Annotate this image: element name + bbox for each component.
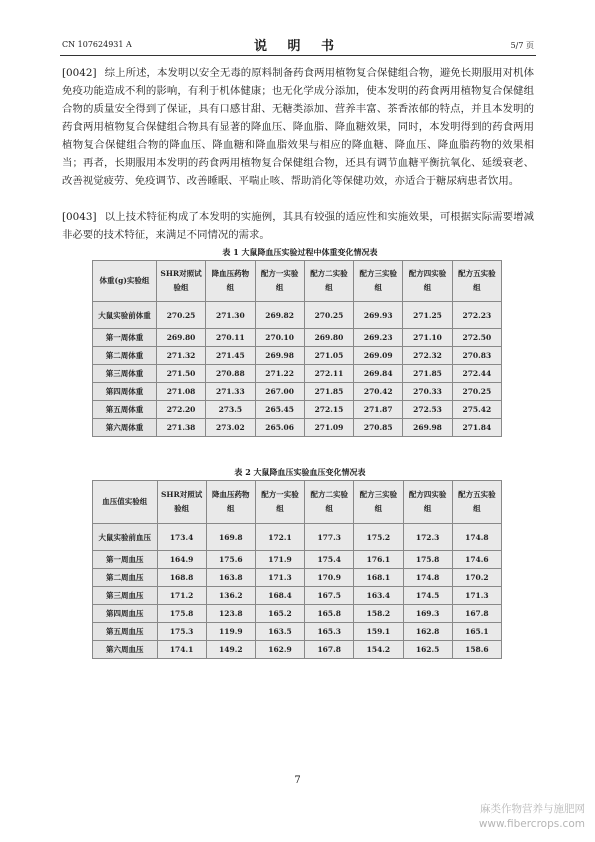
table-cell: 271.87	[354, 401, 403, 419]
table-row	[93, 419, 502, 437]
table-cell: 265.45	[255, 401, 304, 419]
row-label-cell: 第一周血压	[93, 551, 158, 569]
table-cell: 269.98	[403, 419, 452, 437]
table-row	[93, 551, 502, 569]
table-cell: 270.25	[304, 302, 353, 329]
table-cell: 159.1	[354, 623, 403, 641]
table-cell: 269.23	[354, 329, 403, 347]
table-cell: 162.5	[403, 641, 452, 659]
table-cell: 154.2	[354, 641, 403, 659]
table-cell: 271.85	[403, 365, 452, 383]
watermark-line1: 麻类作物营养与施肥网	[480, 803, 585, 815]
table-cell: 269.84	[354, 365, 403, 383]
column-header: 血压值实验组	[93, 481, 158, 524]
table-row	[93, 329, 502, 347]
watermark	[479, 802, 585, 832]
table-cell: 167.8	[452, 605, 501, 623]
table-cell: 174.8	[403, 569, 452, 587]
table-cell: 272.50	[452, 329, 501, 347]
table-cell: 271.08	[156, 383, 205, 401]
table-cell: 271.50	[156, 365, 205, 383]
table-cell: 275.42	[452, 401, 501, 419]
table-cell: 265.06	[255, 419, 304, 437]
row-label-cell: 第五周血压	[93, 623, 158, 641]
row-label-cell: 第三周血压	[93, 587, 158, 605]
table2-blood-pressure	[92, 480, 502, 659]
table-cell: 272.53	[403, 401, 452, 419]
table-row	[93, 569, 502, 587]
table-cell: 270.25	[452, 383, 501, 401]
table-cell: 175.2	[354, 524, 403, 551]
row-label-cell: 大鼠实验前血压	[93, 524, 158, 551]
table-cell: 168.1	[354, 569, 403, 587]
table-row	[93, 605, 502, 623]
table-cell: 163.8	[206, 569, 255, 587]
paragraph-number: [0043]	[62, 211, 97, 223]
table-cell: 162.8	[403, 623, 452, 641]
table-cell: 269.98	[255, 347, 304, 365]
table-cell: 270.10	[255, 329, 304, 347]
table-cell: 165.2	[255, 605, 304, 623]
table-cell: 163.4	[354, 587, 403, 605]
column-header: 配方一实验组	[255, 481, 304, 524]
row-label-cell: 第一周体重	[93, 329, 157, 347]
table-cell: 169.8	[206, 524, 255, 551]
column-header: SHR对照试验组	[157, 481, 206, 524]
row-label-cell: 第四周血压	[93, 605, 158, 623]
table-cell: 163.5	[255, 623, 304, 641]
table-cell: 158.2	[354, 605, 403, 623]
table-cell: 162.9	[255, 641, 304, 659]
row-label-cell: 第二周血压	[93, 569, 158, 587]
table-cell: 273.5	[206, 401, 255, 419]
table-cell: 272.20	[156, 401, 205, 419]
table-cell: 167.5	[305, 587, 354, 605]
table-cell: 270.25	[156, 302, 205, 329]
table-cell: 269.82	[255, 302, 304, 329]
table-cell: 176.1	[354, 551, 403, 569]
table-cell: 270.11	[206, 329, 255, 347]
table-row	[93, 401, 502, 419]
table-cell: 273.02	[206, 419, 255, 437]
table-cell: 119.9	[206, 623, 255, 641]
table1-title: 表 1 大鼠降血压实验过程中体重变化情况表	[222, 247, 378, 257]
table-cell: 269.93	[354, 302, 403, 329]
table-cell: 271.30	[206, 302, 255, 329]
table-row	[93, 641, 502, 659]
table-cell: 172.3	[403, 524, 452, 551]
column-header: 降血压药物组	[206, 261, 255, 302]
table-cell: 272.32	[403, 347, 452, 365]
header-page-indicator: 5/7 页	[510, 41, 534, 50]
table-cell: 165.8	[305, 605, 354, 623]
table-cell: 267.00	[255, 383, 304, 401]
table-cell: 177.3	[305, 524, 354, 551]
table-cell: 164.9	[157, 551, 206, 569]
table-cell: 165.3	[305, 623, 354, 641]
table-row	[93, 524, 502, 551]
header-divider	[60, 55, 536, 56]
column-header: 配方三实验组	[354, 481, 403, 524]
table-cell: 171.2	[157, 587, 206, 605]
column-header: 配方一实验组	[255, 261, 304, 302]
column-header: 配方四实验组	[403, 481, 452, 524]
column-header: 配方五实验组	[452, 481, 501, 524]
table-row	[93, 623, 502, 641]
column-header: 降血压药物组	[206, 481, 255, 524]
column-header: 配方五实验组	[452, 261, 501, 302]
table-cell: 167.8	[305, 641, 354, 659]
paragraph-text: 综上所述，本发明以安全无毒的原料制备药食两用植物复合保健组合物，避免长期服用对机体免疫功能造成不利的影响，有利于机体健康；也无化学成分添加，使本发明的药食两用植物复合保健组合物的质量安全得到了保证，具有口感甘甜、无糖类添加、营养丰富、茶香浓郁的特点，并且本发明的药食两用植物复合保健组合物具有显著的降血压、降血脂、降血糖效果，同时，本发明得到的药食两用植物复合保健组合物的降血压、降血糖和降血脂效果与相应的降血糖、降血压、降血脂药物的效果相当；再者，长期服用本发明的药食两用植物复合保健组合物，还具有调节血糖平衡抗氧化、延缓衰老、改善视觉疲劳、免疫调节、改善睡眠、平喘止咳、帮助消化等保健功效，亦适合于糖尿病患者饮用。	[62, 67, 534, 187]
table-cell: 123.8	[206, 605, 255, 623]
table-cell: 269.80	[156, 329, 205, 347]
page-number: 7	[294, 775, 301, 786]
column-header: 配方二实验组	[304, 261, 353, 302]
row-label-cell: 大鼠实验前体重	[93, 302, 157, 329]
table-cell: 271.38	[156, 419, 205, 437]
table-cell: 170.9	[305, 569, 354, 587]
table-cell: 165.1	[452, 623, 501, 641]
table-cell: 171.9	[255, 551, 304, 569]
header-title: 说 明 书	[253, 39, 343, 54]
table-row	[93, 302, 502, 329]
row-label-cell: 第二周体重	[93, 347, 157, 365]
table-cell: 171.3	[255, 569, 304, 587]
column-header: 体重(g)实验组	[93, 261, 157, 302]
table-cell: 271.32	[156, 347, 205, 365]
row-label-cell: 第六周血压	[93, 641, 158, 659]
table-header-row	[93, 261, 502, 302]
column-header: 配方三实验组	[354, 261, 403, 302]
document-id: CN 107624931 A	[62, 40, 132, 49]
paragraph-0043	[62, 208, 534, 244]
table-cell: 174.6	[452, 551, 501, 569]
column-header: SHR对照试验组	[156, 261, 205, 302]
table-row	[93, 365, 502, 383]
table-cell: 175.4	[305, 551, 354, 569]
row-label-cell: 第四周体重	[93, 383, 157, 401]
table-cell: 168.4	[255, 587, 304, 605]
table2-title: 表 2 大鼠降血压实验血压变化情况表	[234, 467, 366, 477]
table-cell: 270.85	[354, 419, 403, 437]
table-cell: 272.15	[304, 401, 353, 419]
table-cell: 270.33	[403, 383, 452, 401]
table-header-row	[93, 481, 502, 524]
table-cell: 170.2	[452, 569, 501, 587]
table-cell: 272.44	[452, 365, 501, 383]
table-cell: 269.80	[304, 329, 353, 347]
table-cell: 271.33	[206, 383, 255, 401]
paragraph-number: [0042]	[62, 67, 97, 79]
table-cell: 175.3	[157, 623, 206, 641]
table-cell: 171.3	[452, 587, 501, 605]
table1-body-weight	[92, 260, 502, 437]
row-label-cell: 第五周体重	[93, 401, 157, 419]
table-cell: 174.8	[452, 524, 501, 551]
table-cell: 271.05	[304, 347, 353, 365]
table-cell: 175.6	[206, 551, 255, 569]
table-cell: 270.42	[354, 383, 403, 401]
table-cell: 173.4	[157, 524, 206, 551]
table-cell: 272.23	[452, 302, 501, 329]
table-cell: 175.8	[157, 605, 206, 623]
table-cell: 270.83	[452, 347, 501, 365]
table-cell: 271.09	[304, 419, 353, 437]
table-row	[93, 383, 502, 401]
table-cell: 271.25	[403, 302, 452, 329]
table-cell: 269.09	[354, 347, 403, 365]
table-cell: 271.84	[452, 419, 501, 437]
row-label-cell: 第六周体重	[93, 419, 157, 437]
paragraph-0042	[62, 64, 534, 190]
paragraph-text: 以上技术特征构成了本发明的实施例，其具有较强的适应性和实施效果，可根据实际需要增减非必要的技术特征，来满足不同情况的需求。	[62, 211, 534, 241]
table-cell: 169.3	[403, 605, 452, 623]
table-row	[93, 347, 502, 365]
table-cell: 168.8	[157, 569, 206, 587]
column-header: 配方四实验组	[403, 261, 452, 302]
table-cell: 271.10	[403, 329, 452, 347]
table-cell: 174.5	[403, 587, 452, 605]
table-cell: 270.88	[206, 365, 255, 383]
table-cell: 175.8	[403, 551, 452, 569]
table-cell: 174.1	[157, 641, 206, 659]
row-label-cell: 第三周体重	[93, 365, 157, 383]
table-cell: 172.1	[255, 524, 304, 551]
table-cell: 136.2	[206, 587, 255, 605]
table-cell: 271.22	[255, 365, 304, 383]
table-cell: 272.11	[304, 365, 353, 383]
table-cell: 271.45	[206, 347, 255, 365]
table-cell: 158.6	[452, 641, 501, 659]
watermark-line2: www.fibercrops.com	[478, 818, 585, 830]
table-cell: 149.2	[206, 641, 255, 659]
table-cell: 271.85	[304, 383, 353, 401]
table-row	[93, 587, 502, 605]
header-row	[62, 38, 534, 52]
column-header: 配方二实验组	[305, 481, 354, 524]
